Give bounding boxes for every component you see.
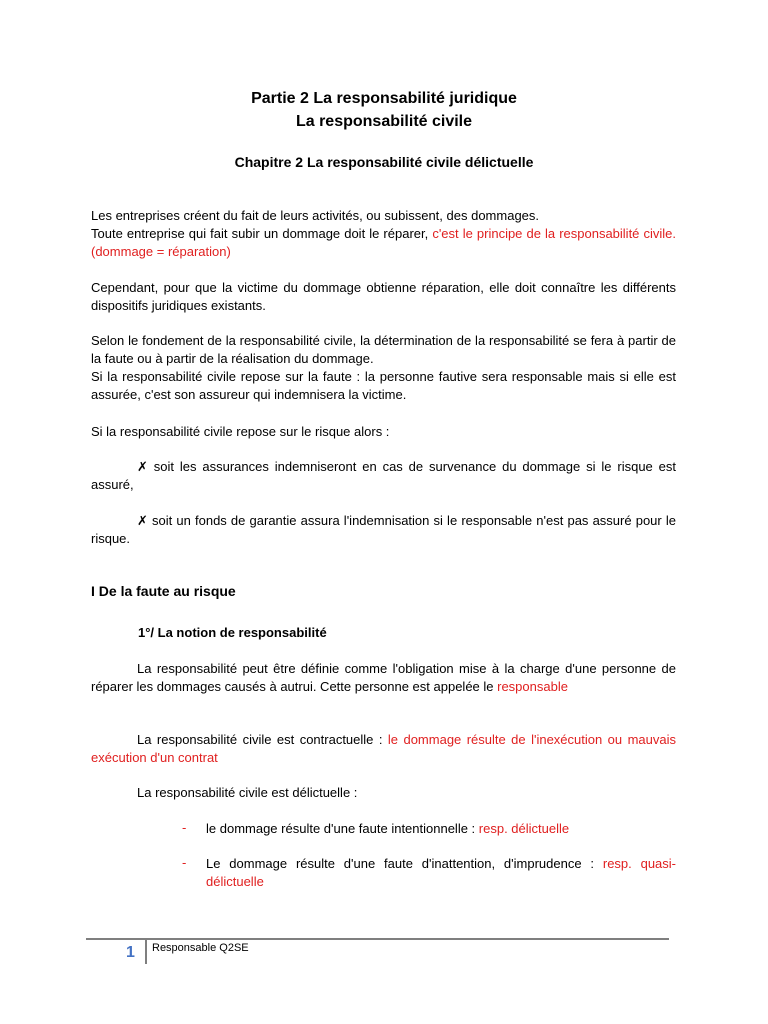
list-item-text: Le dommage résulte d'une faute d'inattention, d'imprudence : [206,856,603,871]
subsection-heading: 1°/ La notion de responsabilité [138,625,327,640]
footer-separator [145,940,147,964]
intro-paragraph [91,207,676,261]
part-title: Partie 2 La responsabilité juridique [251,90,517,107]
list-item [206,855,676,891]
responsable-highlight: responsable [497,679,568,694]
footer-label: Responsable Q2SE [152,942,249,954]
section-heading: I De la faute au risque [91,583,236,599]
contractual-text: La responsabilité civile est contractuelle : [137,732,388,747]
paragraph-foundation [91,332,676,404]
list-dash: - [182,855,187,870]
list-item-highlight: resp. quasi-délictuelle [206,856,677,889]
page-number: 1 [126,944,135,961]
bullet-insurance: ✗ soit les assurances indemniseront en cas de survenance du dommage si le risque est assuré, [91,459,676,492]
document-title: La responsabilité civile [295,113,473,130]
paragraph-delictual: La responsabilité civile est délictuelle : [137,785,358,800]
foundation-line-2: Si la responsabilité civile repose sur la faute : la personne fautive sera responsable mais si elle est assurée, c'est son assureur qui indemnisera la victime. [91,369,676,402]
intro-line-2: Toute entreprise qui fait subir un dommage doit le réparer, [91,226,433,241]
contractual-highlight: le dommage résulte de l'inexécution ou mauvais exécution d'un contrat [91,732,676,765]
list-item [206,820,676,838]
paragraph-contractual [91,731,676,767]
chapter-title: Chapitre 2 La responsabilité civile délictuelle [234,154,534,170]
paragraph-risk: Si la responsabilité civile repose sur le risque alors : [91,424,390,439]
paragraph-definition [91,660,676,696]
principle-highlight: c'est le principe de la responsabilité civile. (dommage = réparation) [91,226,676,259]
paragraph-victim: Cependant, pour que la victime du dommage obtienne réparation, elle doit connaître les différents dispositifs juridiques existants. [91,280,676,313]
intro-line-1: Les entreprises créent du fait de leurs activités, ou subissent, des dommages. [91,208,540,223]
bullet-guarantee-fund: ✗ soit un fonds de garantie assura l'indemnisation si le responsable n'est pas assuré pour le risque. [91,513,676,546]
footer-divider [86,938,669,940]
list-item-highlight: resp. délictuelle [478,821,570,836]
list-dash: - [182,820,187,835]
foundation-line-1: Selon le fondement de la responsabilité civile, la détermination de la responsabilité se fera à partir de la faute ou à partir de la réalisation du dommage. [91,333,676,366]
list-item-text: le dommage résulte d'une faute intentionnelle : [206,821,479,836]
definition-text: La responsabilité peut être définie comme l'obligation mise à la charge d'une personne de réparer les dommages causés à autrui. Cette personne est appelée le [91,661,676,694]
